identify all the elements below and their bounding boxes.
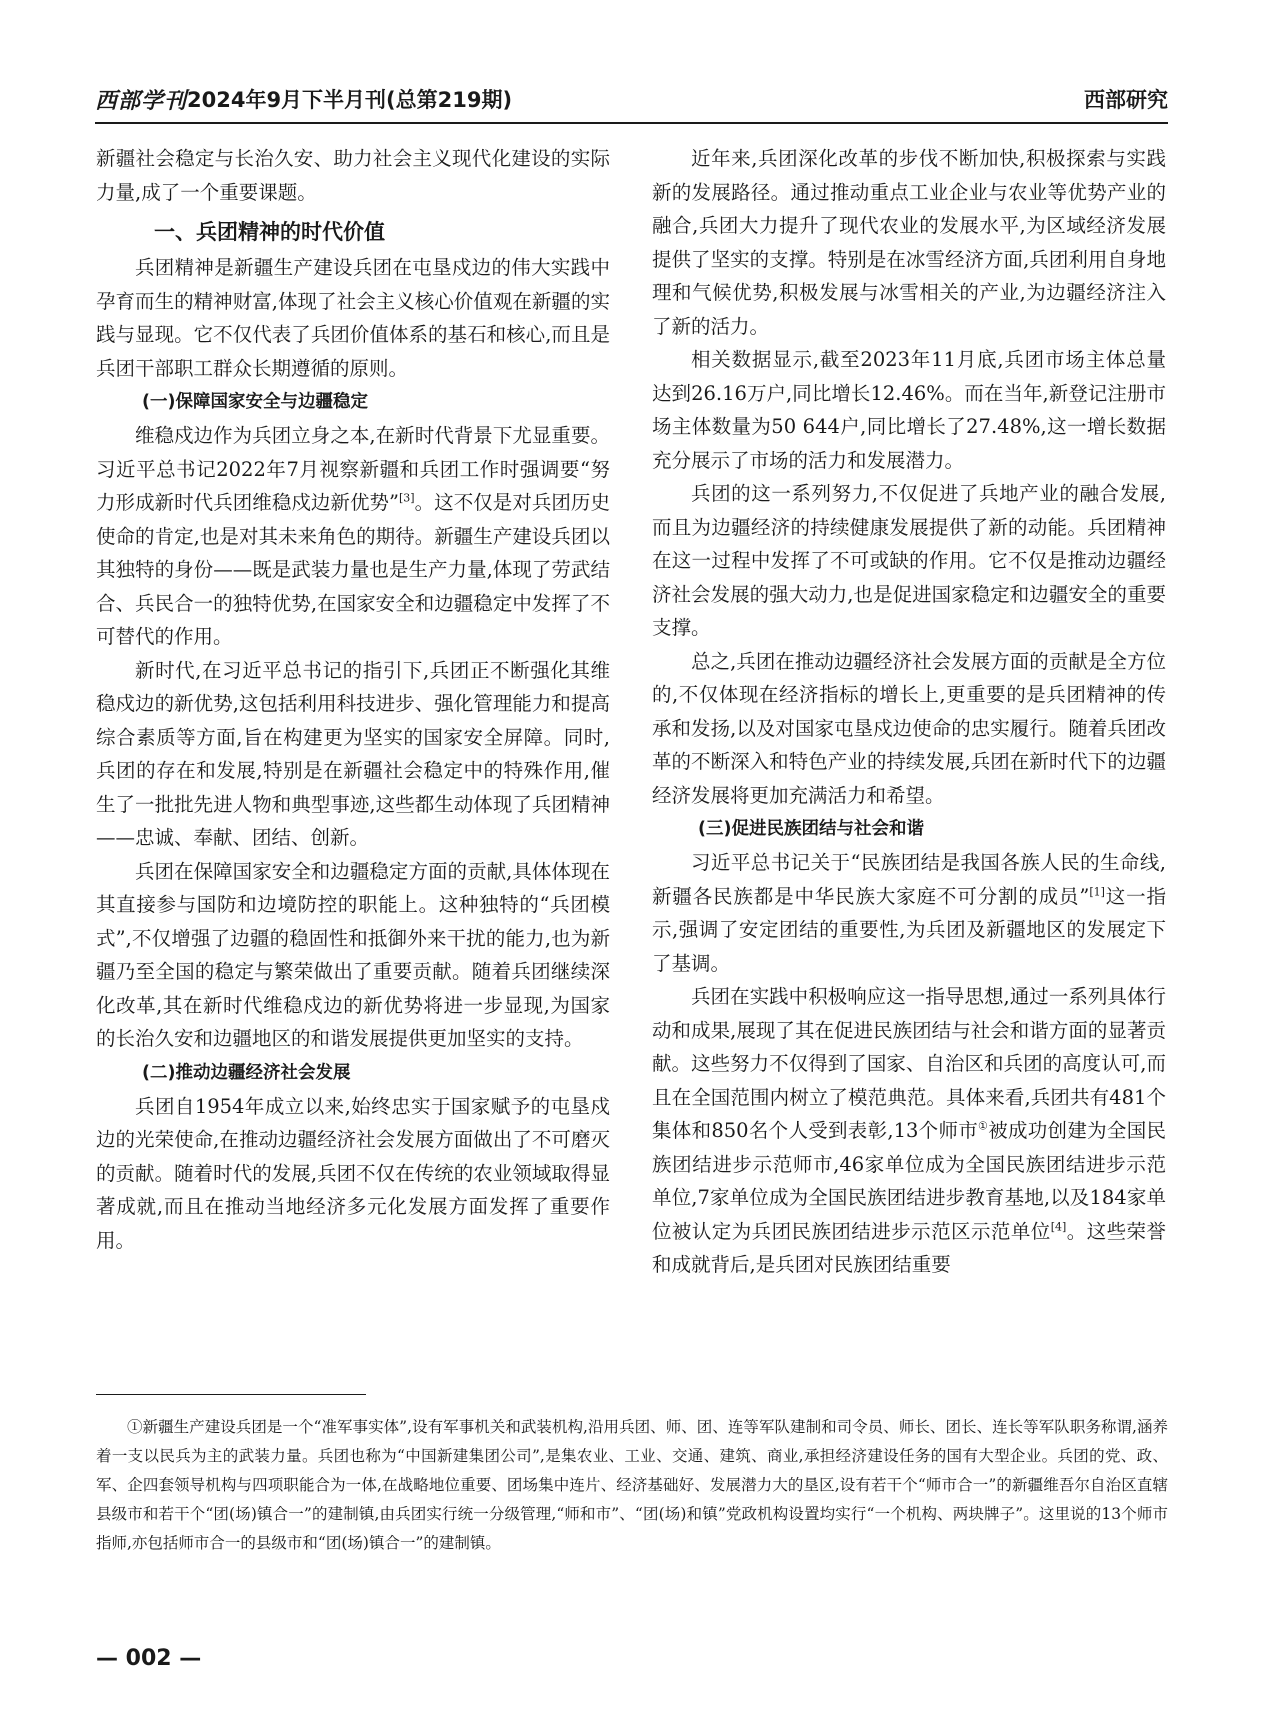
paragraph: 兵团精神是新疆生产建设兵团在屯垦戍边的伟大实践中孕育而生的精神财富,体现了社会主义核心价值观在新疆的实践与显现。它不仅代表了兵团价值体系的基石和核心,而且是兵团干部职工群众长期遵循的原则。	[96, 256, 610, 380]
paragraph: 总之,兵团在推动边疆经济社会发展方面的贡献是全方位的,不仅体现在经济指标的增长上,更重要的是兵团精神的传承和发扬,以及对国家屯垦戍边使命的忠实履行。随着兵团改革的不断深入和特色产业的持续发展,兵团在新时代下的边疆经济发展将更加充满活力和希望。	[652, 649, 1166, 807]
footnote-divider	[96, 1394, 366, 1395]
journal-logo: 西部学刊	[95, 88, 188, 114]
right-column	[652, 142, 1166, 1282]
subsection-heading: (一)保障国家安全与边疆稳定	[142, 392, 368, 412]
section-name: 西部研究	[1084, 88, 1168, 112]
paragraph-text: 维稳戍边作为兵团立身之本,在新时代背景下尤显重要。习近平总书记2022年7月视察新疆和兵团工作时强调要“努力形成新时代兵团维稳戍边新优势”	[96, 424, 610, 514]
paragraph: 新疆社会稳定与长治久安、助力社会主义现代化建设的实际力量,成了一个重要课题。	[96, 147, 610, 204]
section-heading: 一、兵团精神的时代价值	[154, 220, 385, 244]
paragraph: 兵团自1954年成立以来,始终忠实于国家赋予的屯垦戍边的光荣使命,在推动边疆经济社会发展方面做出了不可磨灭的贡献。随着时代的发展,兵团不仅在传统的农业领域取得显著成就,而且在推动当地经济多元化发展方面发挥了重要作用。	[96, 1094, 610, 1252]
paragraph: 新时代,在习近平总书记的指引下,兵团正不断强化其维稳戍边的新优势,这包括利用科技进步、强化管理能力和提高综合素质等方面,旨在构建更为坚实的国家安全屏障。同时,兵团的存在和发展,特别是在新疆社会稳定中的特殊作用,催生了一批批先进人物和典型事迹,这些都生动体现了兵团精神——忠诚、奉献、团结、创新。	[96, 658, 610, 849]
paragraph-text: 习近平总书记关于“民族团结是我国各族人民的生命线,新疆各民族都是中华民族大家庭不可分割的成员”	[652, 851, 1166, 908]
subsection-heading: (二)推动边疆经济社会发展	[142, 1062, 351, 1083]
paragraph-text: 兵团在实践中积极响应这一指导思想,通过一系列具体行动和成果,展现了其在促进民族团结与社会和谐方面的显著贡献。这些努力不仅得到了国家、自治区和兵团的高度认可,而且在全国范围内树立了模范典范。具体来看,兵团共有481个集体和850名个人受到表彰,13个师市	[652, 985, 1166, 1142]
citation-ref: [3]	[399, 491, 415, 505]
subsection-heading: (三)促进民族团结与社会和谐	[698, 819, 924, 839]
paragraph-text: 被成功创建为全国民族团结进步示范师市,46家单位成为全国民族团结进步示范单位,7家单位成为全国民族团结进步教育基地,以及184家单位被认定为兵团民族团结进步示范区示范单位	[652, 1119, 1166, 1243]
paragraph: 兵团在保障国家安全和边疆稳定方面的贡献,具体体现在其直接参与国防和边境防控的职能上。这种独特的“兵团模式”,不仅增强了边疆的稳固性和抵御外来干扰的能力,也为新疆乃至全国的稳定与繁荣做出了重要贡献。随着兵团继续深化改革,其在新时代维稳戍边的新优势将进一步显现,为国家的长治久安和边疆地区的和谐发展提供更加坚实的支持。	[96, 859, 610, 1050]
footnote: ①新疆生产建设兵团是一个“准军事实体”,设有军事机关和武装机构,沿用兵团、师、团、连等军队建制和司令员、师长、团长、连长等军队职务称谓,涵养着一支以民兵为主的武装力量。兵团也称为“中国新建集团公司”,是集农业、工业、交通、建筑、商业,承担经济建设任务的国有大型企业。兵团的党、政、军、企四套领导机构与四项职能合为一体,在战略地位重要、团场集中连片、经济基础好、发展潜力大的垦区,设有若干个“师市合一”的新疆维吾尔自治区直辖县级市和若干个“团(场)镇合一”的建制镇,由兵团实行统一分级管理,“师和市”、“团(场)和镇”党政机构设置均实行“一个机构、两块牌子”。这里说的13个师市指师,亦包括师市合一的县级市和“团(场)镇合一”的建制镇。	[96, 1418, 1168, 1552]
paragraph	[96, 419, 610, 654]
paragraph-text: 。这些荣誉和成就背后,是兵团对民族团结重要	[652, 1219, 1166, 1276]
footnote-marker: ①	[978, 1119, 989, 1133]
paragraph	[652, 846, 1166, 980]
paragraph: 兵团的这一系列努力,不仅促进了兵地产业的融合发展,而且为边疆经济的持续健康发展提供了新的动能。兵团精神在这一过程中发挥了不可或缺的作用。它不仅是推动边疆经济社会发展的强大动力,也是促进国家稳定和边疆安全的重要支撑。	[652, 482, 1166, 639]
paragraph-text: 。这不仅是对兵团历史使命的肯定,也是对其未来角色的期待。新疆生产建设兵团以其独特的身份——既是武装力量也是生产力量,体现了劳武结合、兵民合一的独特优势,在国家安全和边疆稳定中发挥了不可替代的作用。	[96, 491, 610, 648]
page-header	[95, 78, 1168, 124]
paragraph	[652, 980, 1166, 1282]
paragraph: 相关数据显示,截至2023年11月底,兵团市场主体总量达到26.16万户,同比增长12.46%。而在当年,新登记注册市场主体数量为50 644户,同比增长了27.48%,这一增长数据充分展示了市场的活力和发展潜力。	[652, 348, 1166, 472]
citation-ref: [4]	[1050, 1219, 1067, 1233]
page-number: — 002 —	[96, 1646, 202, 1671]
issue-line: 2024年9月下半月刊(总第219期)	[187, 88, 513, 112]
left-column	[96, 142, 610, 1257]
paragraph-text: 这一指示,强调了安定团结的重要性,为兵团及新疆地区的发展定下了基调。	[652, 884, 1166, 975]
paragraph: 近年来,兵团深化改革的步伐不断加快,积极探索与实践新的发展路径。通过推动重点工业企业与农业等优势产业的融合,兵团大力提升了现代农业的发展水平,为区域经济发展提供了坚实的支撑。特别是在冰雪经济方面,兵团利用自身地理和气候优势,积极发展与冰雪相关的产业,为边疆经济注入了新的活力。	[652, 147, 1166, 338]
citation-ref: [1]	[1089, 884, 1105, 898]
